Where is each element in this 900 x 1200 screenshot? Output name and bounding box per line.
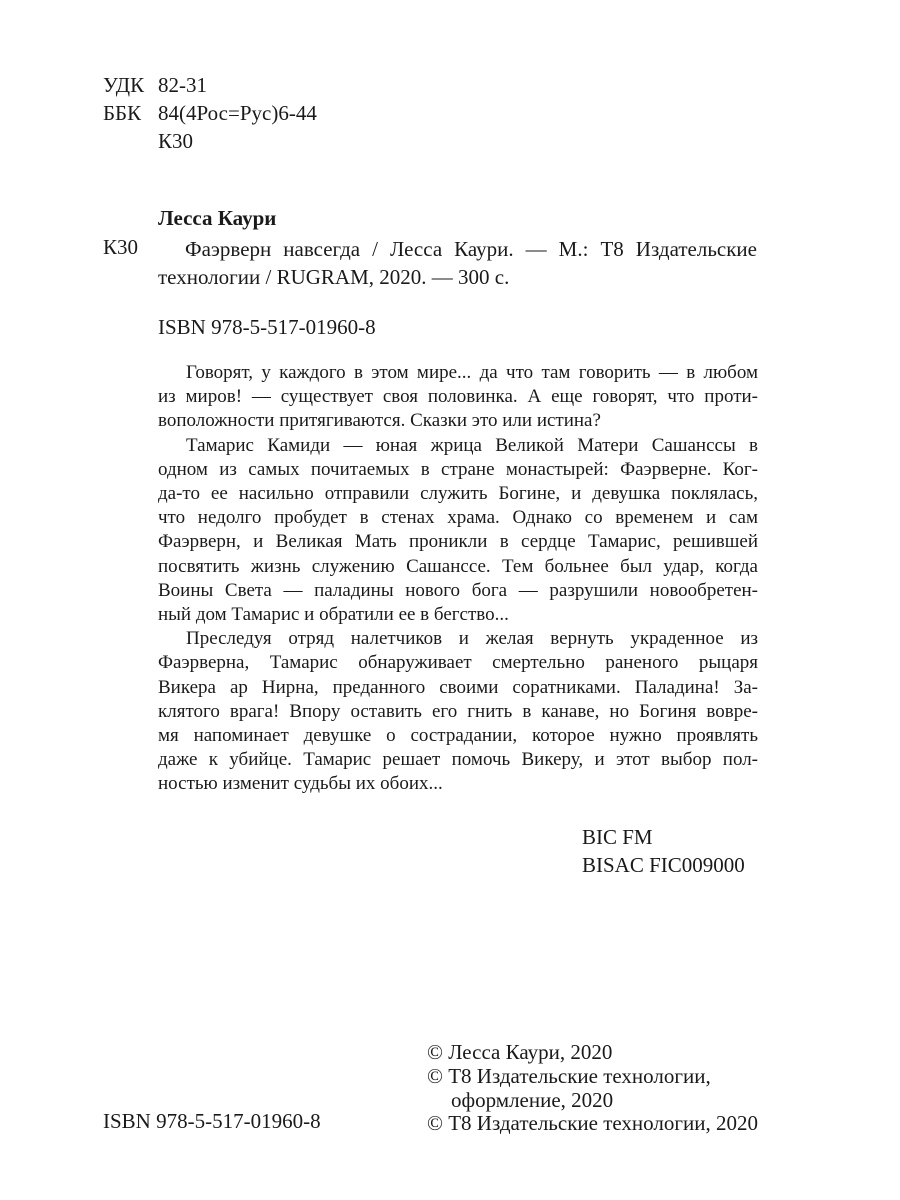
copyright-publisher: © Т8 Издательские технологии, 2020 (427, 1111, 758, 1135)
isbn-entry: ISBN 978-5-517-01960-8 (158, 315, 376, 339)
bbk-value: 84(4Рос=Рус)6-44 (158, 101, 317, 125)
copyright-design-line-1: © Т8 Издательские технологии, (427, 1064, 711, 1088)
annotation-line: воположности притягиваются. Сказки это или истина? (158, 410, 601, 432)
annotation-line: ный дом Тамарис и обратили ее в бегство... (158, 604, 509, 626)
bbk-line (103, 99, 317, 127)
copyright-author: © Лесса Каури, 2020 (427, 1040, 613, 1064)
bbk-label: ББК (103, 101, 142, 125)
annotation-line: из миров! — существует своя половинка. А еще говорят, что проти- (158, 386, 758, 408)
annotation-line: Фаэрверн, и Великая Мать проникли в сердце Тамарис, решившей (158, 531, 758, 553)
annotation-line: ностью изменит судьбы их обоих... (158, 773, 443, 795)
annotation-line: даже к убийце. Тамарис решает помочь Викеру, и этот выбор пол- (158, 749, 758, 771)
annotation-line: посвятить жизнь служению Сашанссе. Тем больнее был удар, когда (158, 555, 758, 577)
entry-author-sign: К30 (103, 235, 139, 259)
udk-label: УДК (103, 73, 145, 97)
annotation-line: Фаэрверна, Тамарис обнаруживает смертельно раненого рыцаря (158, 652, 758, 674)
bibliographic-description (158, 235, 757, 291)
udk-value: 82-31 (158, 73, 207, 97)
annotation-line: мя напоминает девушке о сострадании, которое нужно проявлять (158, 725, 758, 747)
bib-line-1: Фаэрверн навсегда / Лесса Каури. — М.: Т8 Издательские (185, 237, 757, 261)
author-heading: Лесса Каури (158, 206, 277, 230)
annotation-line: да-то ее насильно отправили служить Богине, и девушка поклялась, (158, 483, 758, 505)
annotation-line: Викера ар Нирна, преданного своими соратниками. Паладина! За- (158, 676, 758, 698)
annotation-line: одном из самых почитаемых в стране монастырей: Фаэрверне. Ког- (158, 458, 758, 480)
annotation-line: Преследуя отряд налетчиков и желая вернуть украденное из (186, 628, 758, 650)
annotation-line: Говорят, у каждого в этом мире... да что там говорить — в любом (186, 362, 758, 383)
author-sign: К30 (158, 129, 194, 153)
bisac-code: BISAC FIC009000 (582, 853, 745, 877)
udk-line (103, 71, 207, 99)
copyright-design-text: оформление, 2020 (451, 1088, 614, 1112)
isbn-footer: ISBN 978-5-517-01960-8 (103, 1109, 321, 1133)
annotation-line: Тамарис Камиди — юная жрица Великой Матери Сашанссы в (186, 434, 758, 456)
bib-line-2: технологии / RUGRAM, 2020. — 300 с. (158, 265, 510, 289)
annotation-line: Воины Света — паладины нового бога — разрушили новообретен- (158, 579, 758, 601)
annotation-line: клятого врага! Впору оставить его гнить в канаве, но Богиня вовре- (158, 700, 758, 722)
annotation-line: что недолго пробудет в стенах храма. Однако со временем и сам (158, 507, 758, 529)
bic-code: BIC FM (582, 825, 653, 849)
annotation (158, 361, 758, 797)
